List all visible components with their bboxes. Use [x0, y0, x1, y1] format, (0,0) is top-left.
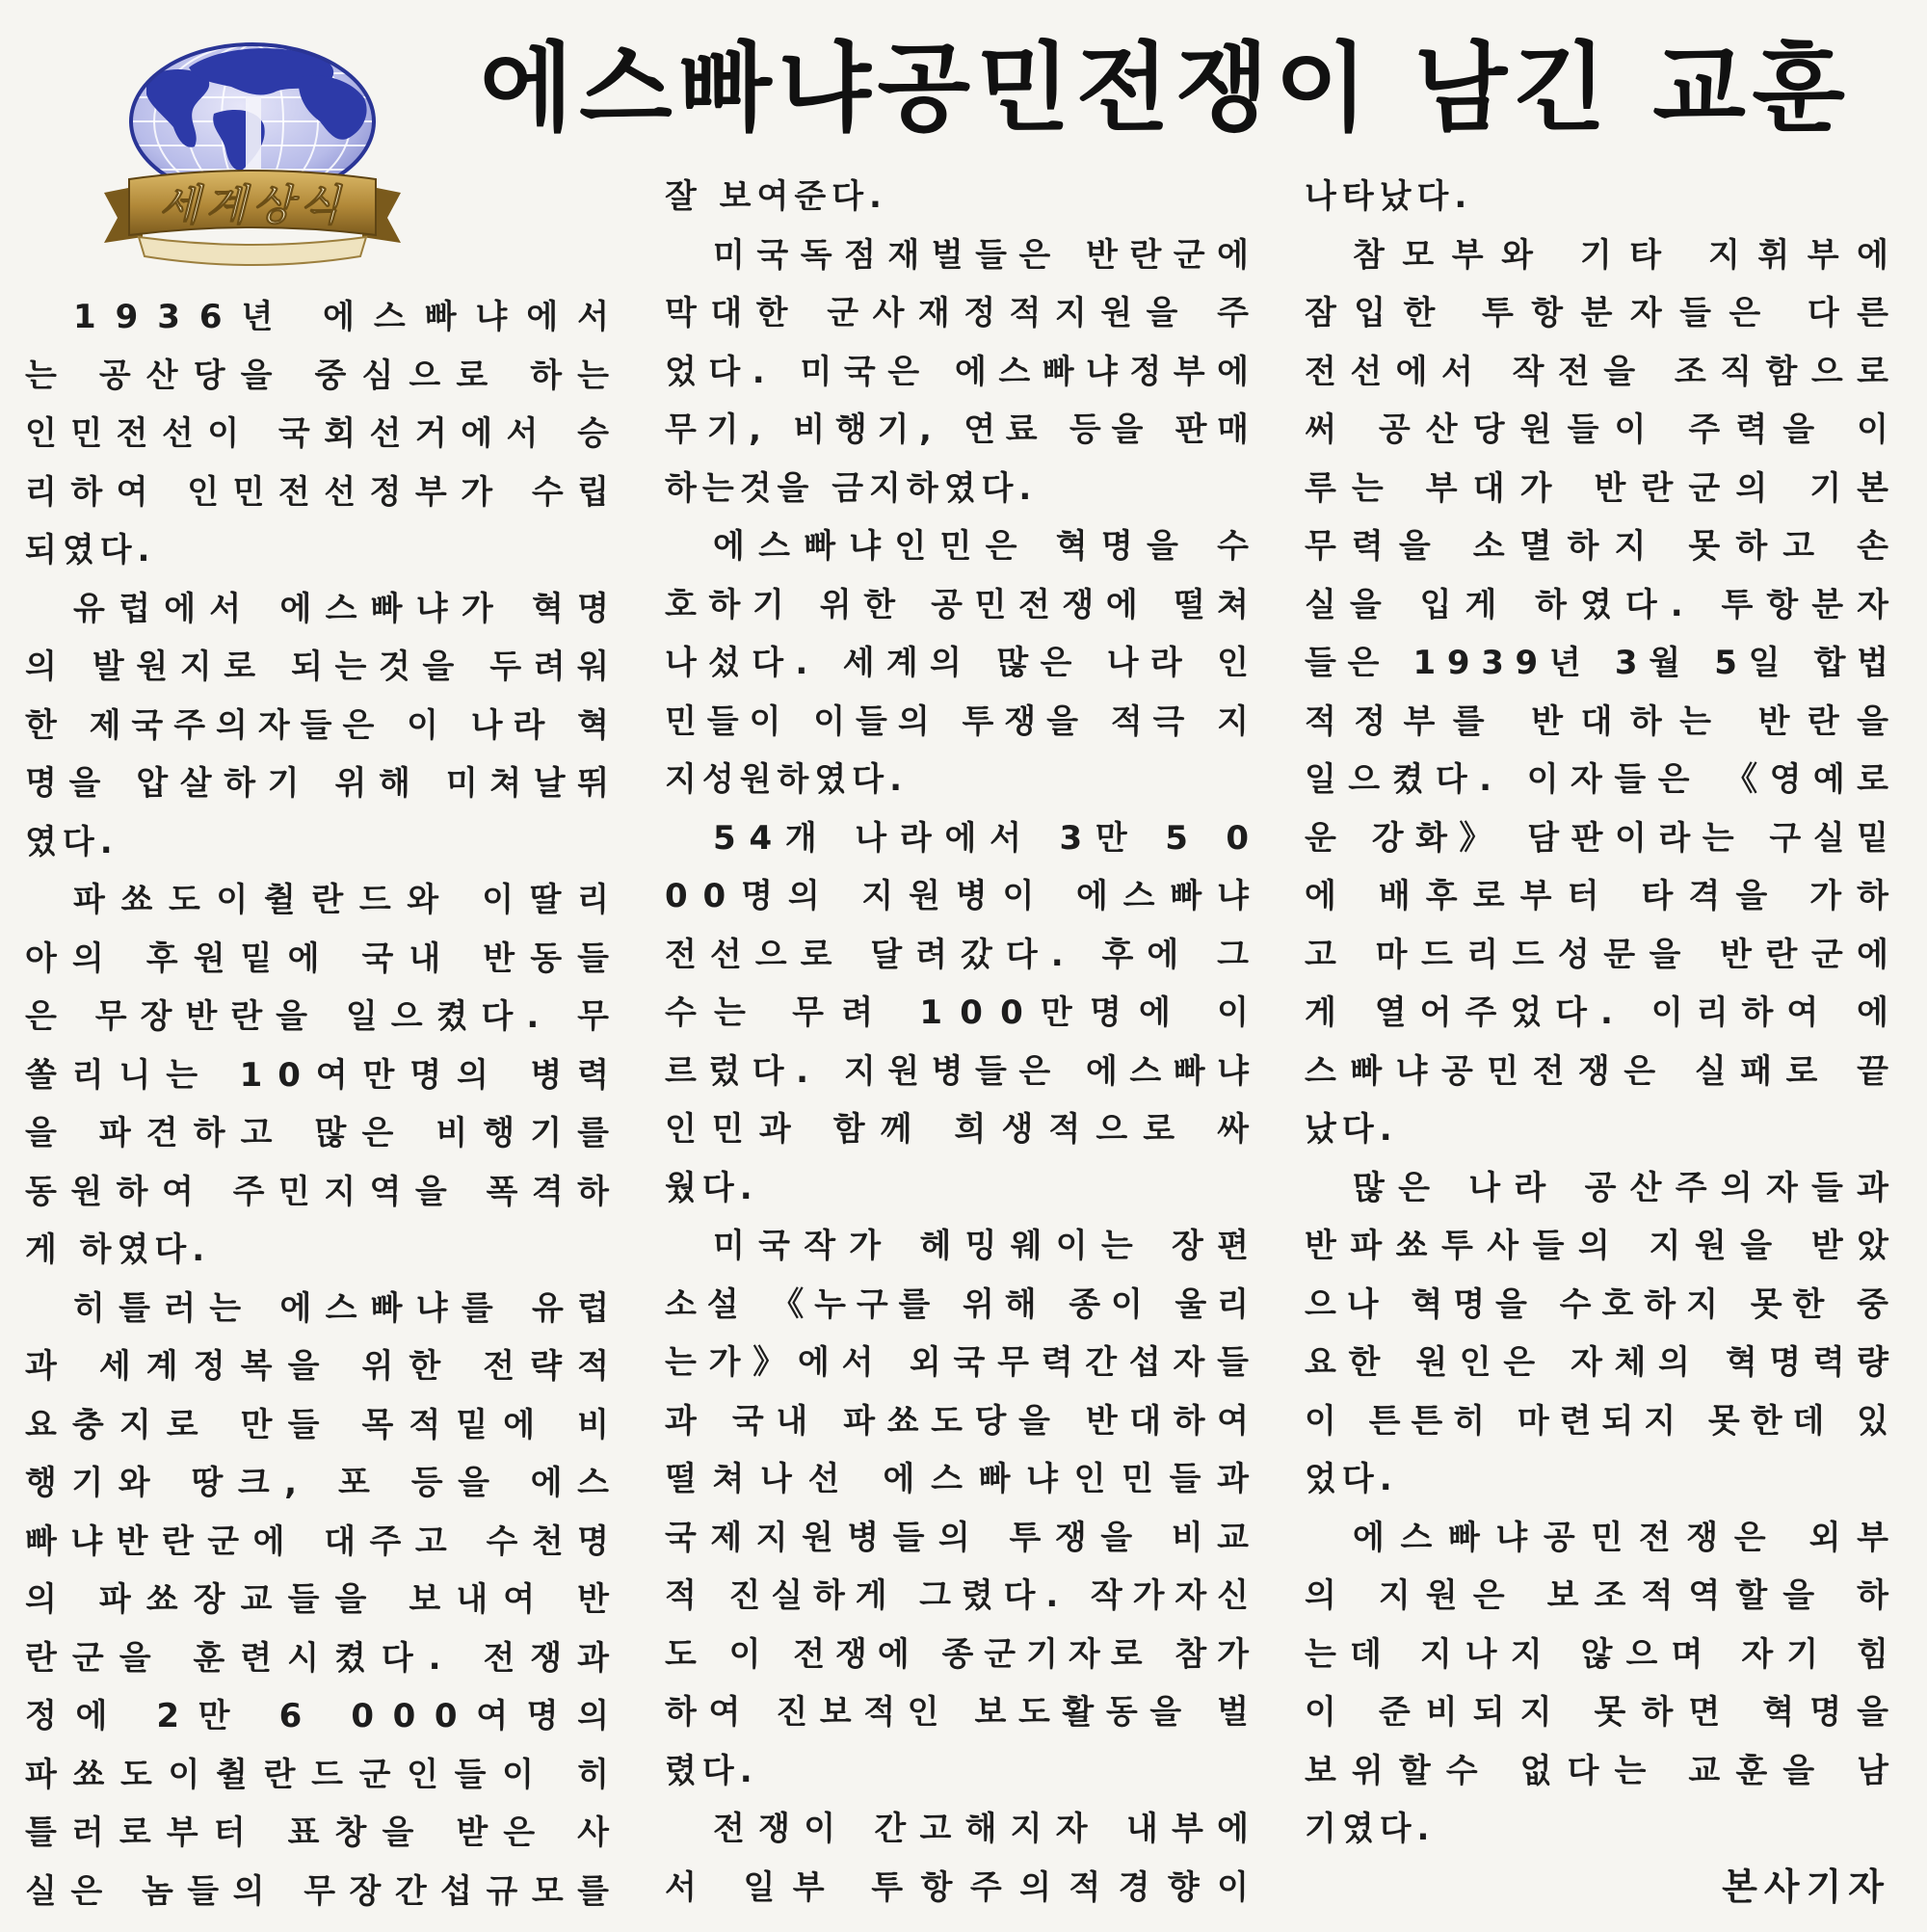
- article-line: 하는것을 금지하였다.: [665, 468, 1038, 508]
- article-line: 소설 《누구를 위해 종이 울리: [665, 1284, 1259, 1324]
- article-line: 렸다.: [665, 1751, 758, 1790]
- article-line: 의 지원은 보조적역할을 하: [1305, 1576, 1905, 1615]
- article-line: 쏠리니는 10여만명의 병력: [25, 1055, 624, 1095]
- article-column-3: [1305, 168, 1907, 1859]
- article-line: 는데 지나지 않으며 자기 힘: [1305, 1634, 1903, 1674]
- article-line: 실은 놈들의 무장간섭규모를: [25, 1871, 623, 1911]
- article-line: 의 발원지로 되는것을 두려워: [25, 648, 621, 686]
- article-line: 막대한 군사재정적지원을 주: [665, 294, 1263, 332]
- article-line: 떨쳐나선 에스빠냐인민들과: [665, 1460, 1265, 1498]
- article-line: 전선에서 작전을 조직함으로: [1305, 352, 1903, 391]
- article-line: 미국작가 헤밍웨이는 장편: [713, 1227, 1263, 1265]
- article-line: 파쑈도이췰란드와 이딸리: [73, 881, 625, 919]
- article-line: 00명의 지원병이 에스빠냐: [665, 877, 1264, 915]
- article-line: 국제지원병들의 투쟁을 비교: [665, 1518, 1263, 1557]
- article-line: 는가》에서 외국무력간섭자들: [665, 1343, 1261, 1382]
- article-line: 히틀러는 에스빠냐를 유럽: [73, 1288, 623, 1328]
- article-line: 유럽에서 에스빠냐가 혁명: [73, 589, 623, 628]
- article-line: 였다.: [25, 822, 119, 861]
- article-line: 한 제국주의자들은 이 나라 혁: [25, 705, 620, 745]
- article-line: 무력을 소멸하지 못하고 손: [1305, 527, 1905, 566]
- article-line: 54개 나라에서 3만 5 0: [713, 818, 1262, 858]
- article-line: 는 공산당을 중심으로 하는: [25, 356, 625, 395]
- article-line: 서 일부 투항주의적경향이: [665, 1867, 1267, 1907]
- article-line: 나타났다.: [1305, 177, 1473, 216]
- article-line: 으나 혁명을 수호하지 못한 중: [1305, 1284, 1899, 1324]
- article-line: 행기와 땅크, 포 등을 에스: [25, 1464, 624, 1502]
- section-label: 세계상식: [158, 181, 347, 230]
- article-line: 에스빠냐인민은 혁명을 수: [713, 527, 1263, 566]
- article-line: 동원하여 주민지역을 폭격하: [25, 1172, 623, 1211]
- article-line: 에 배후로부터 타격을 가하: [1305, 877, 1905, 915]
- article-line: 운 강화》 담판이라는 구실밑: [1305, 818, 1901, 858]
- article-line: 빠냐반란군에 대주고 수천명: [25, 1522, 623, 1561]
- article-line: 지성원하였다.: [665, 760, 908, 799]
- article-line: 리하여 인민전선정부가 수립: [25, 472, 623, 512]
- article-line: 루는 부대가 반란군의 기본: [1305, 468, 1905, 508]
- article-line: 에스빠냐공민전쟁은 외부: [1353, 1518, 1905, 1557]
- article-line: 호하기 위한 공민전쟁에 떨쳐: [665, 585, 1261, 624]
- article-line: 은 무장반란을 일으켰다. 무: [25, 997, 623, 1036]
- article-line: 들은 1939년 3월 5일 합법: [1305, 644, 1900, 682]
- article-line: 되였다.: [25, 531, 156, 569]
- article-line: 나섰다. 세계의 많은 나라 인: [665, 644, 1261, 682]
- article-line: 1936년 에스빠냐에서: [73, 298, 628, 336]
- article-line: 요한 원인은 자체의 혁명력량: [1305, 1343, 1901, 1382]
- article-line: 실을 입게 하였다. 투항분자: [1305, 585, 1903, 624]
- article-line: 잠입한 투항분자들은 다른: [1305, 294, 1907, 332]
- article-line: 기였다.: [1305, 1810, 1436, 1848]
- article-line: 이 준비되지 못하면 혁명을: [1305, 1693, 1905, 1732]
- article-line: 적 진실하게 그렸다. 작가자신: [665, 1576, 1259, 1615]
- article-line: 무기, 비행기, 연료 등을 판매: [665, 410, 1259, 449]
- article-line: 참모부와 기타 지휘부에: [1353, 235, 1907, 275]
- world-knowledge-logo: [100, 39, 409, 270]
- article-line: 하여 진보적인 보도활동을 벌: [665, 1693, 1261, 1732]
- article-title: 에스빠냐공민전쟁이 남긴 교훈: [480, 32, 1852, 145]
- byline: 본사기자: [1722, 1866, 1890, 1908]
- article-line: 미국독점재벌들은 반란군에: [713, 235, 1261, 275]
- article-line: 났다.: [1305, 1110, 1398, 1149]
- article-line: 스빠냐공민전쟁은 실패로 끝: [1305, 1051, 1903, 1091]
- article-line: 을 파견하고 많은 비행기를: [25, 1114, 625, 1152]
- article-line: 이 튼튼히 마련되지 못한데 있: [1305, 1401, 1899, 1441]
- article-line: 적정부를 반대하는 반란을: [1305, 701, 1907, 741]
- article-line: 파쑈도이췰란드군인들이 히: [25, 1755, 625, 1794]
- article-line: 민들이 이들의 투쟁을 적극 지: [665, 701, 1259, 741]
- article-line: 전선으로 달려갔다. 후에 그: [665, 935, 1263, 974]
- article-line: 명을 압살하기 위해 미쳐날뛰: [25, 764, 621, 803]
- article-line: 정에 2만 6 000여명의: [25, 1697, 628, 1735]
- article-line: 요충지로 만들 목적밑에 비: [25, 1405, 625, 1444]
- article-line: 게 하였다.: [25, 1231, 211, 1269]
- article-line: 었다. 미국은 에스빠냐정부에: [665, 352, 1261, 391]
- article-line: 의 파쑈장교들을 보내여 반: [25, 1580, 625, 1619]
- article-column-1: [25, 288, 628, 1920]
- article-line: 인민과 함께 희생적으로 싸: [665, 1110, 1265, 1149]
- article-line: 게 열어주었다. 이리하여 에: [1305, 993, 1903, 1032]
- article-column-2: [665, 168, 1267, 1917]
- article-line: 써 공산당원들이 주력을 이: [1305, 410, 1905, 449]
- article-line: 란군을 훈련시켰다. 전쟁과: [25, 1638, 625, 1678]
- article-line: 웠다.: [665, 1168, 758, 1207]
- article-line: 아의 후원밑에 국내 반동들: [25, 939, 625, 978]
- article-line: 과 세계정복을 위한 전략적: [25, 1347, 625, 1386]
- article-line: 고 마드리드성문을 반란군에: [1305, 935, 1903, 974]
- section-banner: [104, 171, 401, 265]
- article-line: 르렀다. 지원병들은 에스빠냐: [665, 1051, 1261, 1091]
- article-line: 수는 무려 100만명에 이: [665, 993, 1267, 1032]
- article-line: 반파쑈투사들의 지원을 받았: [1305, 1227, 1903, 1265]
- article-line: 었다.: [1305, 1460, 1398, 1498]
- article-line: 인민전선이 국회선거에서 승: [25, 414, 623, 453]
- article-line: 틀러로부터 표창을 받은 사: [25, 1813, 625, 1852]
- article-line: 전쟁이 간고해지자 내부에: [713, 1810, 1263, 1848]
- article-line: 일으켰다. 이자들은 《영예로: [1305, 760, 1901, 799]
- article-line: 많은 나라 공산주의자들과: [1353, 1168, 1903, 1207]
- article-line: 보위할수 없다는 교훈을 남: [1305, 1751, 1905, 1790]
- article-line: 잘 보여준다.: [665, 177, 887, 216]
- article-line: 과 국내 파쑈도당을 반대하여: [665, 1401, 1261, 1441]
- article-line: 도 이 전쟁에 종군기자로 참가: [665, 1634, 1259, 1674]
